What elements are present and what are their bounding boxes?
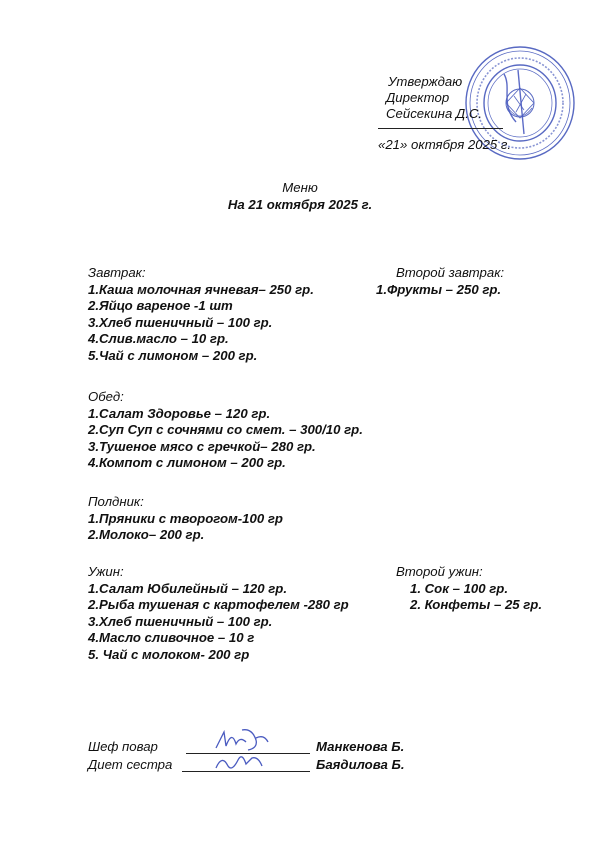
nurse-signature	[212, 750, 268, 774]
second-breakfast-section	[376, 265, 504, 298]
list-item: 5.Чай с лимоном – 200 гр.	[88, 347, 258, 363]
second-dinner-section	[396, 564, 542, 614]
menu-date: На 21 октября 2025 г.	[227, 197, 373, 212]
list-item: 1.Каша молочная ячневая– 250 гр.	[88, 281, 314, 297]
page-title: Меню	[282, 180, 318, 195]
breakfast-label: Завтрак:	[88, 265, 146, 280]
breakfast-section	[88, 265, 314, 365]
list-item: 2.Рыба тушеная с картофелем -280 гр	[88, 597, 349, 613]
lunch-label: Обед:	[88, 389, 124, 404]
lunch-section	[88, 389, 363, 472]
list-item: 1.Фрукты – 250 гр.	[376, 281, 502, 297]
nurse-label: Диет сестра	[88, 757, 173, 772]
chef-label: Шеф повар	[88, 739, 158, 754]
dinner-label: Ужин:	[88, 564, 124, 579]
list-item: 1.Салат Здоровье – 120 гр.	[88, 405, 271, 421]
list-item: 4.Слив.масло – 10 гр.	[88, 331, 229, 347]
approval-block	[378, 74, 511, 153]
list-item: 3.Хлеб пшеничный – 100 гр.	[88, 613, 273, 629]
snack-section	[88, 494, 283, 544]
second-breakfast-label: Второй завтрак:	[396, 265, 505, 280]
dinner-section	[88, 564, 349, 664]
snack-label: Полдник:	[88, 494, 144, 509]
nurse-name: Баядилова Б.	[316, 757, 405, 772]
second-dinner-label: Второй ужин:	[396, 564, 483, 579]
list-item: 3.Хлеб пшеничный – 100 гр.	[88, 314, 273, 330]
approval-position: Директор	[386, 90, 450, 105]
list-item: 4.Масло сливочное – 10 г	[88, 630, 255, 646]
list-item: 1.Салат Юбилейный – 120 гр.	[88, 580, 288, 596]
list-item: 1.Пряники с творогом-100 гр	[88, 510, 283, 526]
approval-label: Утверждаю	[388, 74, 463, 89]
approval-date: «21» октября 2025 г.	[378, 137, 512, 152]
list-item: 1. Сок – 100 гр.	[410, 580, 509, 596]
list-item: 4.Компот с лимоном – 200 гр.	[88, 455, 286, 471]
list-item: 2.Молоко– 200 гр.	[88, 527, 205, 543]
approval-signature-line	[378, 122, 503, 129]
list-item: 2. Конфеты – 25 гр.	[410, 597, 543, 613]
list-item: 5. Чай с молоком- 200 гр	[88, 646, 250, 662]
approval-director-name: Сейсекина Д.С.	[386, 106, 483, 121]
list-item: 3.Тушеное мясо с гречкой– 280 гр.	[88, 438, 316, 454]
list-item: 2.Суп Суп с сочнями со смет. – 300/10 гр.	[88, 422, 363, 438]
chef-name: Манкенова Б.	[316, 739, 405, 754]
list-item: 2.Яйцо вареное -1 шт	[88, 298, 233, 314]
